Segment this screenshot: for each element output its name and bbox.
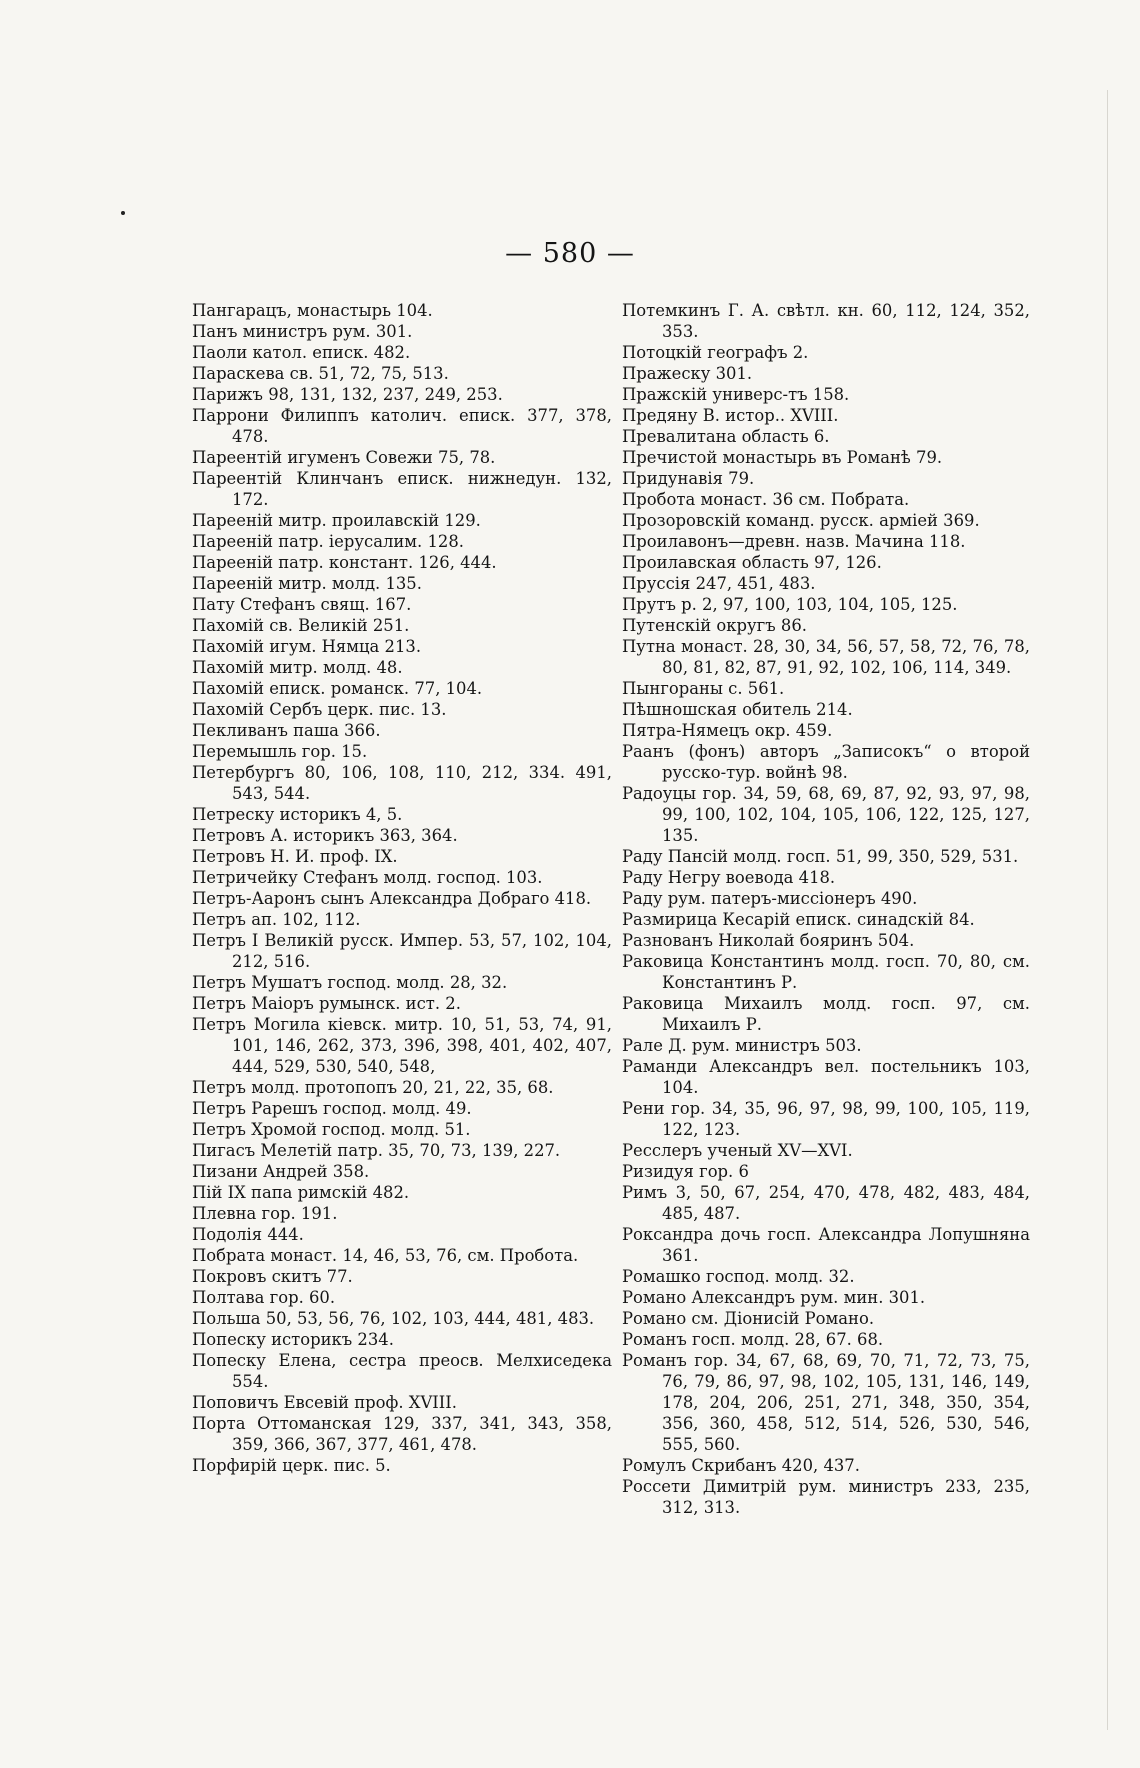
index-entry: Пражеску 301.: [622, 364, 753, 383]
index-entry: Петричейку Стефанъ молд. господ. 103.: [192, 868, 543, 887]
index-entry: Пражскiй универс-тъ 158.: [622, 385, 850, 404]
index-entry: Превалитана область 6.: [622, 427, 830, 446]
index-entry: Роксандра дочь госп. Александра Лопушняна 361.: [622, 1225, 1030, 1265]
index-entry: Придунавiя 79.: [622, 469, 755, 488]
index-entry: Пареентій игуменъ Совежи 75, 78.: [192, 448, 496, 467]
index-entry: Потемкинъ Г. А. свѣтл. кн. 60, 112, 124, 352, 353.: [622, 301, 1030, 341]
index-entry: Рале Д. рум. министръ 503.: [622, 1036, 862, 1055]
index-entry: Паррони Филиппъ католич. еписк. 377, 378, 478.: [192, 406, 612, 446]
index-entry: Петровъ А. историкъ 363, 364.: [192, 826, 458, 845]
index-entry: Перемышль гор. 15.: [192, 742, 368, 761]
index-entry: Прутъ р. 2, 97, 100, 103, 104, 105, 125.: [622, 595, 958, 614]
index-entry: Раманди Александръ вел. постельникъ 103, 104.: [622, 1057, 1030, 1097]
index-entry: Разнованъ Николай бояринъ 504.: [622, 931, 915, 950]
index-entry: Раанъ (фонъ) авторъ „Записокъ“ о второй русско-тур. войнѣ 98.: [622, 742, 1030, 782]
index-entry: Проилавская область 97, 126.: [622, 553, 882, 572]
index-entry: Пизани Андрей 358.: [192, 1162, 370, 1181]
index-entry: Петръ I Великiй русск. Импер. 53, 57, 102, 104, 212, 516.: [192, 931, 612, 971]
index-entry: Польша 50, 53, 56, 76, 102, 103, 444, 481, 483.: [192, 1309, 595, 1328]
index-entry: Пречистой монастырь въ Романѣ 79.: [622, 448, 943, 467]
index-entry: Петръ ап. 102, 112.: [192, 910, 361, 929]
index-entry: Покровъ скитъ 77.: [192, 1267, 353, 1286]
index-entry: Раковица Михаилъ молд. госп. 97, см. Михаилъ Р.: [622, 994, 1030, 1034]
index-entry: Рени гор. 34, 35, 96, 97, 98, 99, 100, 105, 119, 122, 123.: [622, 1099, 1030, 1139]
index-entry: Побрата монаст. 14, 46, 53, 76, см. Пробота.: [192, 1246, 579, 1265]
index-entry: Размирица Кесарiй еписк. синадскiй 84.: [622, 910, 975, 929]
index-entry: Петровъ Н. И. проф. IX.: [192, 847, 398, 866]
index-entry: Пареенiй патр. iерусалим. 128.: [192, 532, 464, 551]
index-entry: Путна монаст. 28, 30, 34, 56, 57, 58, 72, 76, 78, 80, 81, 82, 87, 91, 92, 102, 106, 114, 349.: [622, 637, 1030, 677]
index-entry: Романъ гор. 34, 67, 68, 69, 70, 71, 72, 73, 75, 76, 79, 86, 97, 98, 102, 105, 131, 146, 149, 178, 204, 206, 251, 271, 348, 350, 354, 356, 360, 458, 512, 514, 526, 530, 546, 555, 560.: [622, 1351, 1030, 1454]
index-entry: Параскева св. 51, 72, 75, 513.: [192, 364, 449, 383]
index-entry: Раду рум. патеръ-миссiонеръ 490.: [622, 889, 918, 908]
index-entry: Пруссiя 247, 451, 483.: [622, 574, 816, 593]
index-entry: Пахомiй св. Великiй 251.: [192, 616, 410, 635]
index-entry: Романо Александръ рум. мин. 301.: [622, 1288, 926, 1307]
index-entry: Россети Димитрiй рум. министръ 233, 235, 312, 313.: [622, 1477, 1030, 1517]
index-entry: Романо см. Дiонисiй Романо.: [622, 1309, 875, 1328]
index-entry: Пареенiй патр. констант. 126, 444.: [192, 553, 497, 572]
index-entry: Пареенiй митр. молд. 135.: [192, 574, 422, 593]
index-entry: Пареентій Клинчанъ еписк. нижнедун. 132, 172.: [192, 469, 612, 509]
page-edge-line: [1107, 90, 1108, 1730]
index-entry: Попеску Елена, сестра преосв. Мелхиседека 554.: [192, 1351, 612, 1391]
index-entry: Петреску историкъ 4, 5.: [192, 805, 403, 824]
index-entry: Раковица Константинъ молд. госп. 70, 80, см. Константинъ Р.: [622, 952, 1030, 992]
index-entry: Пѣшношская обитель 214.: [622, 700, 853, 719]
index-entry: Петръ Могила кiевск. митр. 10, 51, 53, 74, 91, 101, 146, 262, 373, 396, 398, 401, 402, 407, 444, 529, 530, 540, 548,: [192, 1015, 612, 1076]
index-column-right: [622, 300, 1030, 1518]
index-entry: Радоуцы гор. 34, 59, 68, 69, 87, 92, 93, 97, 98, 99, 100, 102, 104, 105, 106, 122, 125, 127, 135.: [622, 784, 1030, 845]
index-entry: Ромулъ Скрибанъ 420, 437.: [622, 1456, 860, 1475]
index-entry: Путенскiй округъ 86.: [622, 616, 807, 635]
index-entry: Паоли катол. еписк. 482.: [192, 343, 411, 362]
index-entry: Пахомiй еписк. романск. 77, 104.: [192, 679, 483, 698]
index-entry: Потоцкiй географъ 2.: [622, 343, 809, 362]
index-entry: Пангарацъ, монастырь 104.: [192, 301, 433, 320]
index-entry: Порфирiй церк. пис. 5.: [192, 1456, 391, 1475]
index-entry: Пiй IX папа римскiй 482.: [192, 1183, 410, 1202]
index-entry: Пигасъ Мелетiй патр. 35, 70, 73, 139, 227.: [192, 1141, 561, 1160]
index-entry: Петръ-Ааронъ сынъ Александра Добраго 418.: [192, 889, 592, 908]
index-entry: Римъ 3, 50, 67, 254, 470, 478, 482, 483, 484, 485, 487.: [622, 1183, 1030, 1223]
index-entry: Пахомiй Сербъ церк. пис. 13.: [192, 700, 447, 719]
index-entry: Парижъ 98, 131, 132, 237, 249, 253.: [192, 385, 503, 404]
index-entry: Петръ Хромой господ. молд. 51.: [192, 1120, 471, 1139]
index-entry: Панъ министръ рум. 301.: [192, 322, 413, 341]
index-entry: Раду Негру воевода 418.: [622, 868, 836, 887]
index-entry: Пареенiй митр. проилавскiй 129.: [192, 511, 481, 530]
index-column-left: [192, 300, 612, 1476]
index-entry: Пятра-Нямецъ окр. 459.: [622, 721, 833, 740]
index-entry: Предяну В. истор.. XVIII.: [622, 406, 839, 425]
index-entry: Проилавонъ—древн. назв. Мачина 118.: [622, 532, 966, 551]
index-entry: Полтава гор. 60.: [192, 1288, 336, 1307]
index-entry: Пату Стефанъ свящ. 167.: [192, 595, 412, 614]
index-entry: Петръ молд. протопопъ 20, 21, 22, 35, 68.: [192, 1078, 554, 1097]
index-entry: Петръ Мушатъ господ. молд. 28, 32.: [192, 973, 508, 992]
index-entry: Прозоровскiй команд. русск. армiей 369.: [622, 511, 980, 530]
index-entry: Подолiя 444.: [192, 1225, 304, 1244]
index-entry: Поповичъ Евсевiй проф. XVIII.: [192, 1393, 457, 1412]
index-entry: Ризидуя гор. 6: [622, 1162, 749, 1181]
index-entry: Пынгораны с. 561.: [622, 679, 785, 698]
index-entry: Ресслеръ ученый XV—XVI.: [622, 1141, 853, 1160]
index-entry: Петръ Рарешъ господ. молд. 49.: [192, 1099, 472, 1118]
page-number: — 580 —: [505, 238, 635, 269]
index-entry: Петербургъ 80, 106, 108, 110, 212, 334. 491, 543, 544.: [192, 763, 612, 803]
index-entry: Раду Пансiй молд. госп. 51, 99, 350, 529, 531.: [622, 847, 1019, 866]
index-entry: Ромашко господ. молд. 32.: [622, 1267, 855, 1286]
index-entry: Пробота монаст. 36 см. Побрата.: [622, 490, 910, 509]
index-entry: Пекливанъ паша 366.: [192, 721, 381, 740]
print-speck: [121, 211, 125, 215]
index-entry: Петръ Маiоръ румынск. ист. 2.: [192, 994, 461, 1013]
index-entry: Пахомiй митр. молд. 48.: [192, 658, 403, 677]
index-entry: Попеску историкъ 234.: [192, 1330, 394, 1349]
index-entry: Романъ госп. молд. 28, 67. 68.: [622, 1330, 884, 1349]
index-entry: Пахомiй игум. Нямца 213.: [192, 637, 422, 656]
index-entry: Порта Оттоманская 129, 337, 341, 343, 358, 359, 366, 367, 377, 461, 478.: [192, 1414, 612, 1454]
index-entry: Плевна гор. 191.: [192, 1204, 338, 1223]
